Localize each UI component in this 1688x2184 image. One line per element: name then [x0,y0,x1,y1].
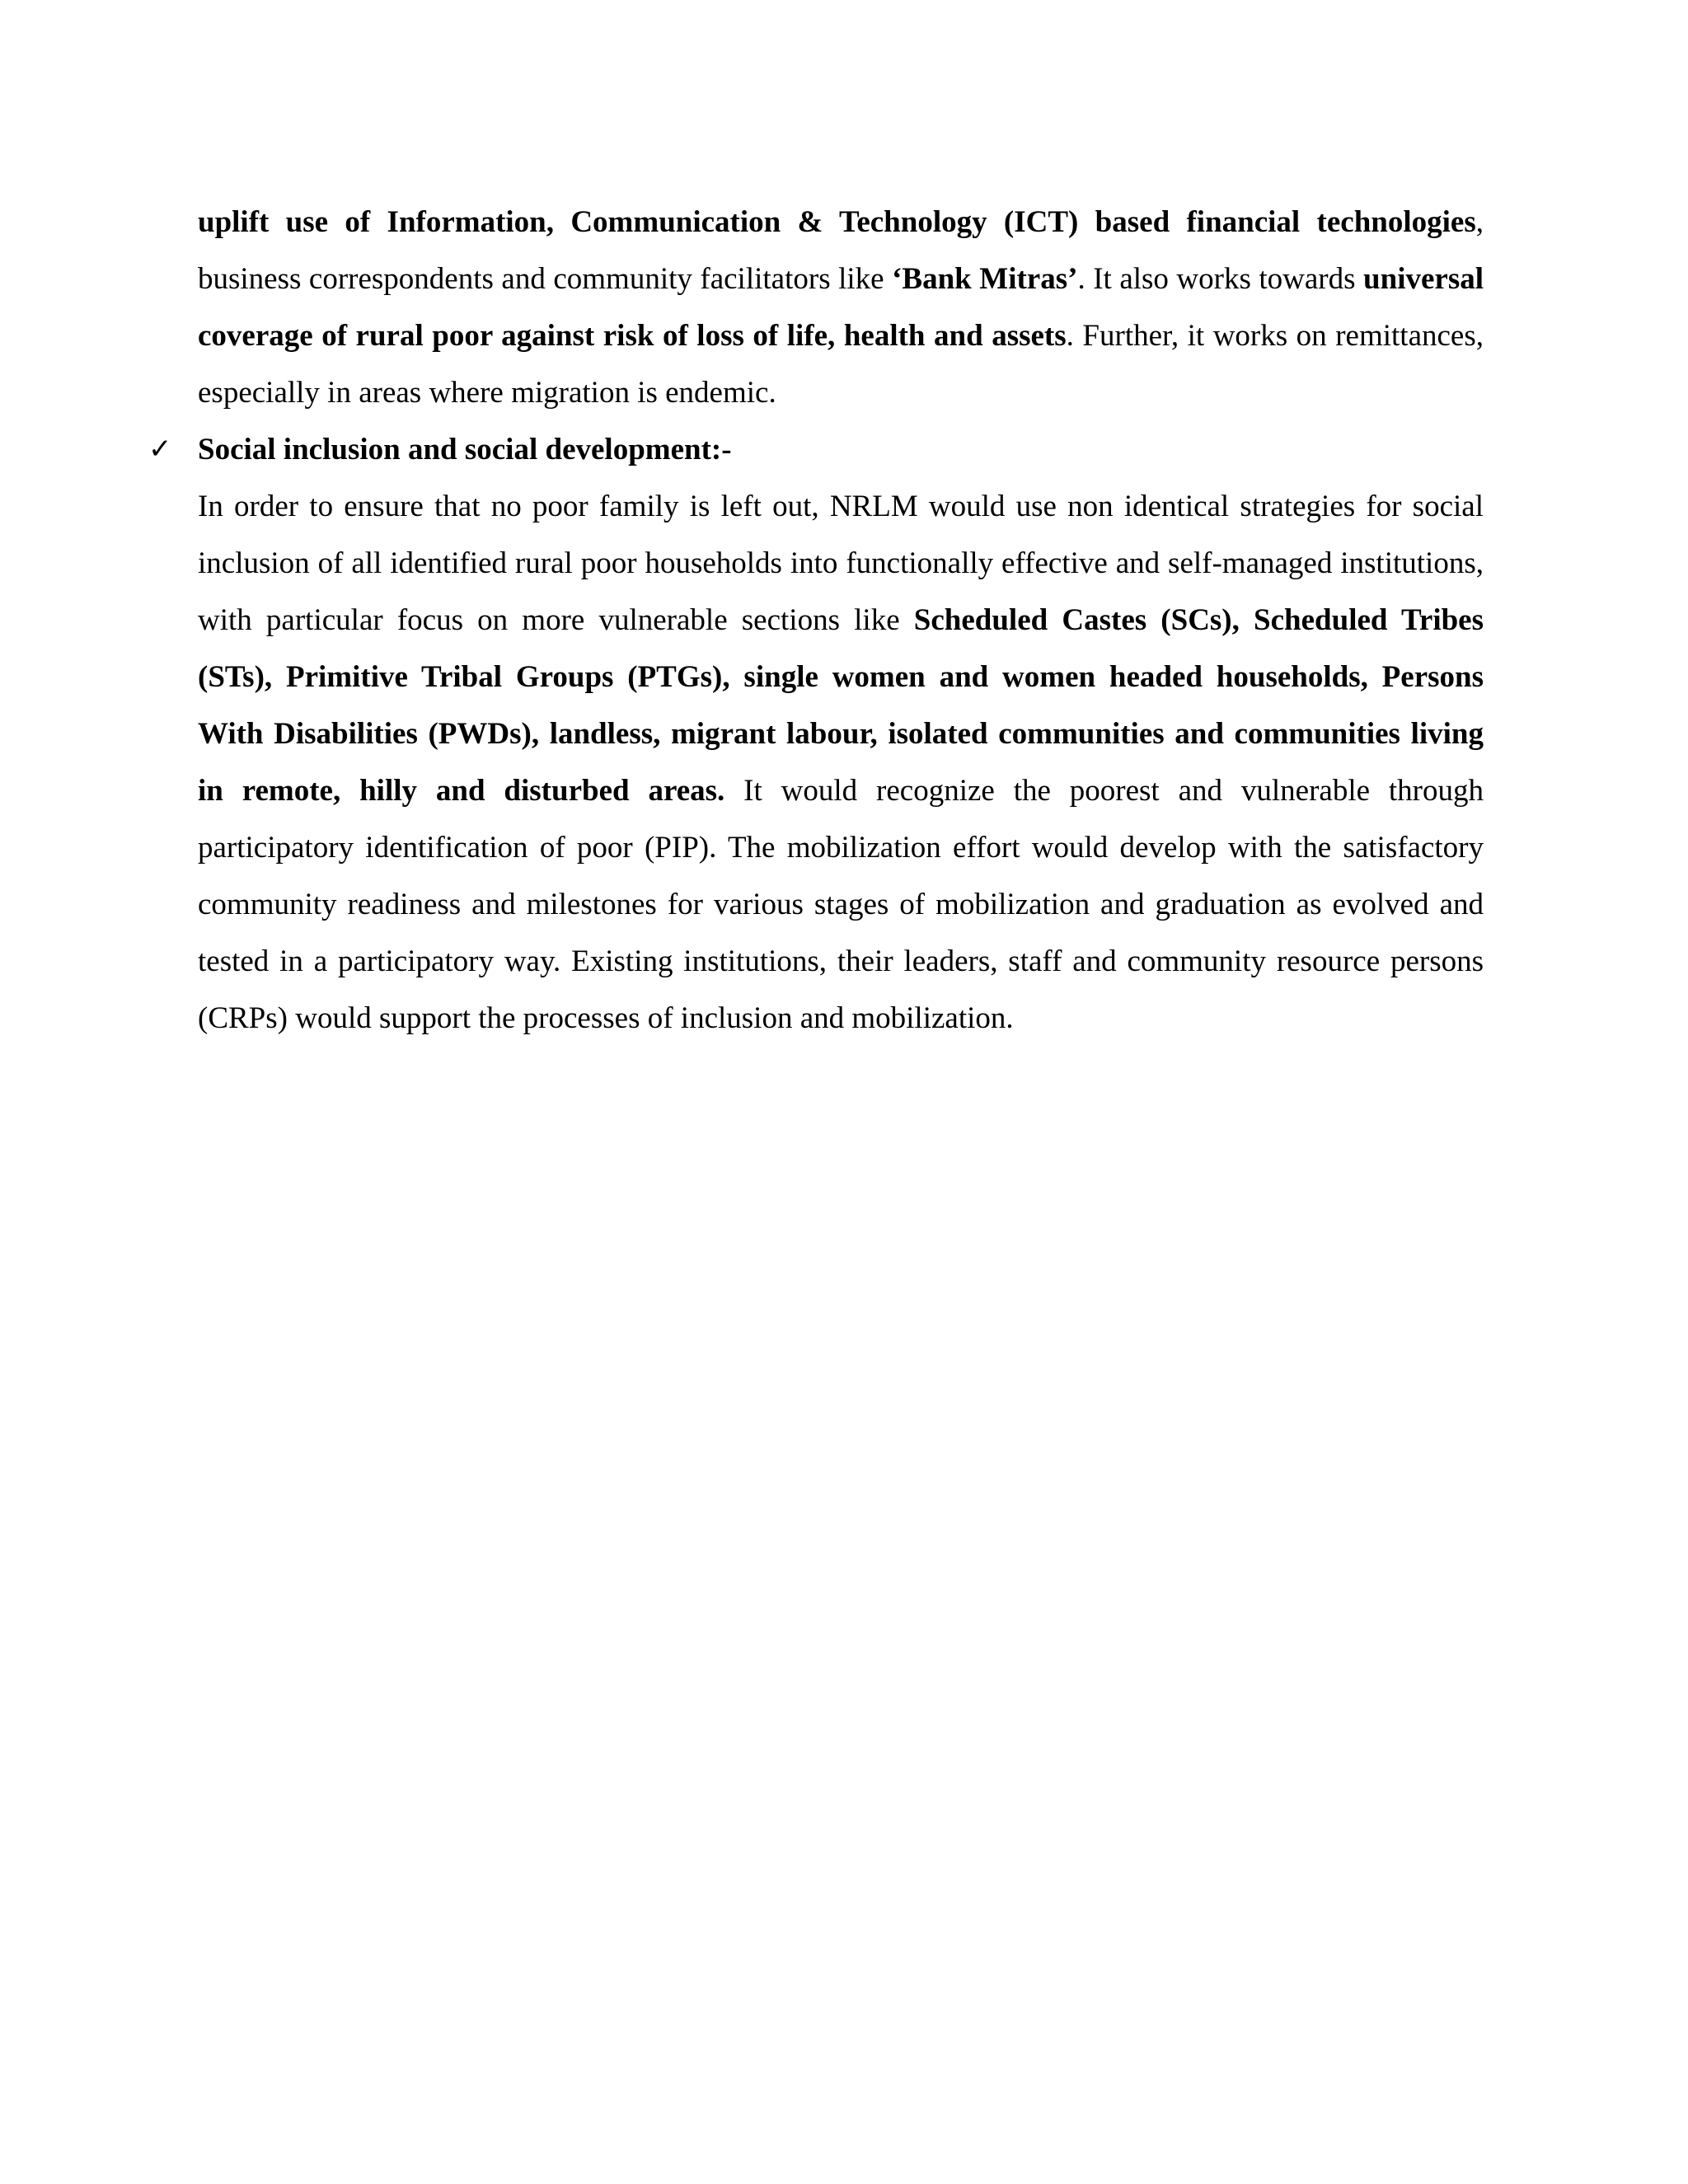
bold-universal-coverage: universal coverage of rural poor against risk of loss of life, health and assets [198,262,1484,353]
bold-vulnerable-sections: Scheduled Castes (SCs), Scheduled Tribes (STs), Primitive Tribal Groups (PTGs), single women and women headed households, Persons With Disabilities (PWDs), landless, migrant labour, isolated communities and communities living in remote, hilly and disturbed areas. [198,603,1484,808]
section-heading: Social inclusion and social development:- [198,433,732,466]
text-mobilization: It would recognize the poorest and vulnerable through participatory identification of poor (PIP). The mobilization effort would develop with the satisfactory community readiness and milestones for various stages of mobilization and graduation as evolved and tested in a participatory way. Existing institutions, their leaders, staff and community resource persons (CRPs) would support the processes of inclusion and mobilization. [198,774,1484,1035]
section-heading-row [148,421,1484,478]
checkmark-icon: ✓ [148,433,172,466]
text-works-towards: . It also works towards [1077,262,1364,296]
document-body [148,194,1484,1047]
paragraph-financial-inclusion [198,194,1484,421]
text-business-correspondents: , business correspondents and community facilitators like [198,205,1484,296]
paragraph-social-inclusion [198,478,1484,1047]
bold-ict-technologies: uplift use of Information, Communication & Technology (ICT) based financial technologies [198,205,1476,239]
bold-bank-mitras: ‘Bank Mitras’ [892,262,1078,296]
text-intro-social-inclusion: In order to ensure that no poor family is left out, NRLM would use non identical strategies for social inclusion of all identified rural poor households into functionally effective and self-managed institutions, with particular focus on more vulnerable sections like [198,490,1484,637]
text-remittances: . Further, it works on remittances, especially in areas where migration is endemic. [198,319,1484,410]
